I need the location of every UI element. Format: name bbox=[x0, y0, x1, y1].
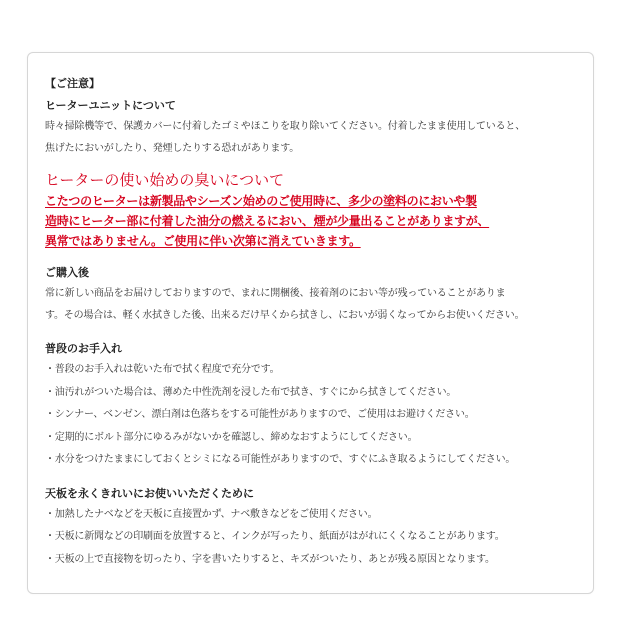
notice-title: 【ご注意】 bbox=[45, 77, 100, 90]
heater-unit-line: 時々掃除機等で、保護カバーに付着したゴミやほこりを取り除いてください。付着したまま使用していると、 bbox=[45, 121, 525, 132]
notice-content bbox=[45, 74, 585, 571]
care-bullet: ・水分をつけたままにしておくとシミになる可能性がありますので、すぐにふき取るようにしてください。 bbox=[45, 454, 516, 465]
care-bullet: ・シンナー、ベンゼン、漂白剤は色落ちをする可能性がありますので、ご使用はお避けください。 bbox=[45, 409, 475, 420]
after-purchase-heading: ご購入後 bbox=[45, 266, 89, 279]
first-use-line: こたつのヒーターは新製品やシーズン始めのご使用時に、多少の塗料のにおいや製 bbox=[45, 194, 477, 208]
care-bullet: ・普段のお手入れは乾いた布で拭く程度で充分です。 bbox=[45, 364, 280, 375]
notice-panel bbox=[27, 52, 594, 594]
tabletop-bullet: ・加熱したナベなどを天板に直接置かず、ナベ敷きなどをご使用ください。 bbox=[45, 508, 378, 520]
tabletop-bullet: ・天板の上で直接物を切ったり、字を書いたりすると、キズがついたり、あとが残る原因となります。 bbox=[45, 553, 495, 565]
care-bullet: ・定期的にボルト部分にゆるみがないかを確認し、締めなおすようにしてください。 bbox=[45, 431, 418, 443]
heater-unit-heading: ヒーターユニットについて bbox=[45, 99, 176, 112]
first-use-heading: ヒーターの使い始めの臭いについて bbox=[45, 171, 285, 189]
first-use-line: 造時にヒーター部に付着した油分の燃えるにおい、煙が少量出ることがありますが、 bbox=[45, 214, 490, 228]
care-bullet: ・油汚れがついた場合は、薄めた中性洗剤を浸した布で拭き、すぐにから拭きしてください。 bbox=[45, 386, 457, 398]
tabletop-heading: 天板を永くきれいにお使いいただくために bbox=[45, 486, 254, 500]
care-heading: 普段のお手入れ bbox=[45, 342, 122, 355]
after-purchase-line: 常に新しい商品をお届けしておりますので、まれに開梱後、接着剤のにおい等が残っていることがありま bbox=[45, 288, 506, 299]
after-purchase-line: す。その場合は、軽く水拭きした後、出来るだけ早くから拭きし、においが弱くなってからお使いください。 bbox=[45, 310, 525, 321]
heater-unit-line: 焦げたにおいがしたり、発煙したりする恐れがあります。 bbox=[45, 143, 299, 154]
tabletop-bullet: ・天板に新聞などの印刷面を放置すると、インクが写ったり、紙面がはがれにくくなることがあります。 bbox=[45, 531, 505, 542]
first-use-line: 異常ではありません。ご使用に伴い次第に消えていきます。 bbox=[45, 234, 361, 248]
